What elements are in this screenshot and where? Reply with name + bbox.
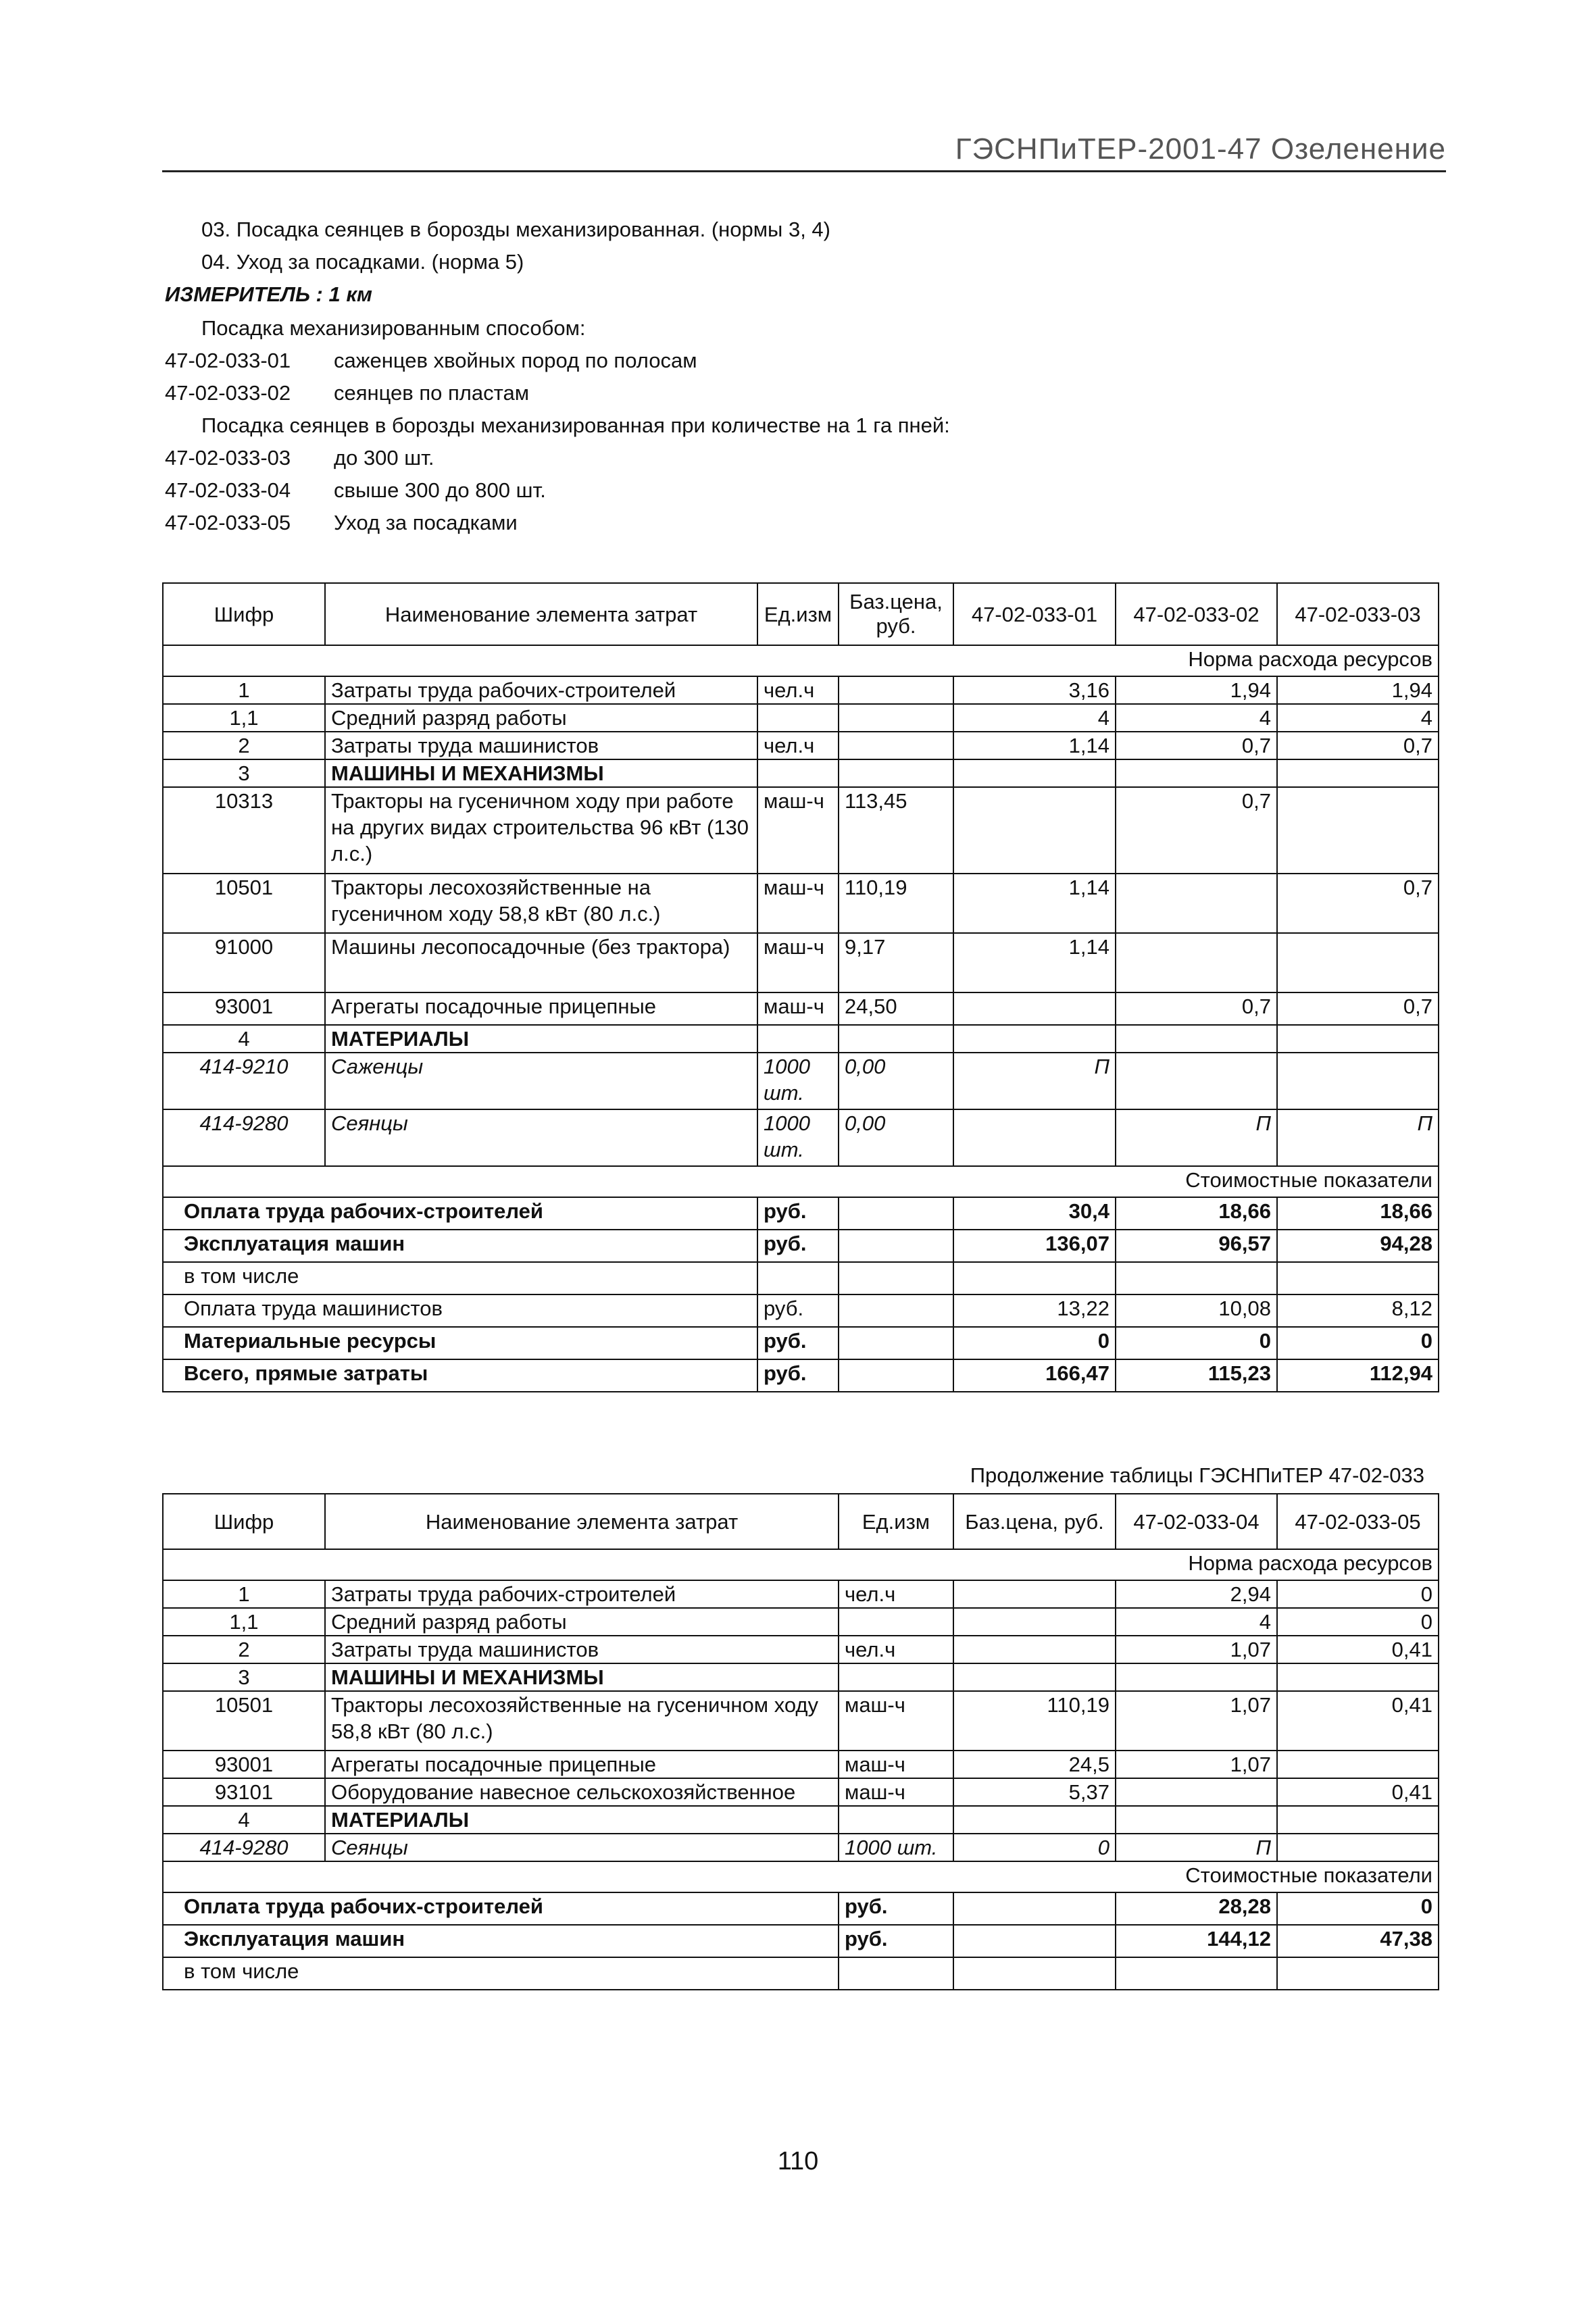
table-row <box>163 1751 1439 1778</box>
table-cell: 414-9280 <box>163 1109 325 1166</box>
table-cell: 0,7 <box>1116 732 1277 759</box>
cost-value: 96,57 <box>1116 1230 1277 1262</box>
norm-item <box>165 509 976 536</box>
table-cell: чел.ч <box>839 1580 953 1608</box>
table-cell <box>953 1636 1116 1663</box>
table-cell <box>1116 1053 1277 1109</box>
table-body <box>163 1580 1439 1861</box>
running-header <box>162 131 1446 172</box>
table-row <box>163 1636 1439 1663</box>
table-cell: 10501 <box>163 874 325 933</box>
table-row <box>163 787 1439 874</box>
table-cell <box>839 1025 953 1053</box>
table-body <box>163 676 1439 1166</box>
table-cell: Тракторы лесохозяйственные на гусеничном ходу 58,8 кВт (80 л.с.) <box>325 1691 839 1751</box>
table-cell <box>953 1608 1116 1636</box>
table-cell: 10313 <box>163 787 325 874</box>
table-cell: 1 <box>163 1580 325 1608</box>
norm-desc: саженцев хвойных пород по полосам <box>334 349 697 372</box>
table-cell <box>953 1580 1116 1608</box>
table-cell: Затраты труда машинистов <box>325 1636 839 1663</box>
cost-value: 136,07 <box>953 1230 1116 1262</box>
cost-value: 0 <box>1116 1327 1277 1359</box>
table-cell: 0,7 <box>1277 992 1439 1025</box>
table-cell <box>1116 933 1277 992</box>
table-cell: 93101 <box>163 1778 325 1806</box>
cost-unit <box>839 1957 953 1990</box>
cost-row <box>163 1294 1439 1327</box>
continuation-caption: Продолжение таблицы ГЭСНПиТЕР 47-02-033 <box>970 1463 1424 1487</box>
table-cell: 3 <box>163 759 325 787</box>
table-cell: маш-ч <box>757 992 839 1025</box>
cost-value: 10,08 <box>1116 1294 1277 1327</box>
cost-name: Материальные ресурсы <box>163 1327 757 1359</box>
cost-gap <box>953 1892 1116 1925</box>
cost-name: Эксплуатация машин <box>163 1230 757 1262</box>
table-cell: 10501 <box>163 1691 325 1751</box>
cost-name: Эксплуатация машин <box>163 1925 839 1957</box>
norm-code: 47-02-033-05 <box>165 511 291 534</box>
table-cell: Сеянцы <box>325 1834 839 1861</box>
table-row <box>163 1580 1439 1608</box>
table-cell: 0 <box>1277 1580 1439 1608</box>
table-cell: 2 <box>163 1636 325 1663</box>
table-cell: 0,7 <box>1116 992 1277 1025</box>
cost-row <box>163 1925 1439 1957</box>
table-cell: 0 <box>1277 1608 1439 1636</box>
cost-row <box>163 1230 1439 1262</box>
table-cell: 4 <box>1116 1608 1277 1636</box>
table-cell: 1,14 <box>953 732 1116 759</box>
table-cell: Затраты труда рабочих-строителей <box>325 1580 839 1608</box>
cost-gap <box>839 1197 953 1230</box>
table-cell: МАТЕРИАЛЫ <box>325 1025 757 1053</box>
table-cell <box>839 1608 953 1636</box>
col-header: Наименование элемента затрат <box>325 1494 839 1549</box>
table-cell <box>757 759 839 787</box>
cost-value: 28,28 <box>1116 1892 1277 1925</box>
table-cell <box>757 1025 839 1053</box>
table-cell <box>1277 1025 1439 1053</box>
norm-code: 47-02-033-03 <box>165 446 291 470</box>
table-cell: маш-ч <box>839 1691 953 1751</box>
cost-value: 166,47 <box>953 1359 1116 1392</box>
cost-value: 13,22 <box>953 1294 1116 1327</box>
table-cell: Средний разряд работы <box>325 704 757 732</box>
table-cell: Оборудование навесное сельскохозяйственное <box>325 1778 839 1806</box>
table-cell <box>1116 1663 1277 1691</box>
table-cell: Машины лесопосадочные (без трактора) <box>325 933 757 992</box>
cost-name: Оплата труда машинистов <box>163 1294 757 1327</box>
cost-name: Оплата труда рабочих-строителей <box>163 1197 757 1230</box>
table-cell: 5,37 <box>953 1778 1116 1806</box>
cost-gap <box>953 1957 1116 1990</box>
col-header: Баз.цена, руб. <box>839 583 953 645</box>
table-cell: 1000 шт. <box>839 1834 953 1861</box>
table-cell <box>1116 759 1277 787</box>
table-cell: 24,5 <box>953 1751 1116 1778</box>
cost-unit: руб. <box>757 1327 839 1359</box>
cost-value: 0 <box>953 1327 1116 1359</box>
table-row <box>163 1025 1439 1053</box>
col-header: 47-02-033-01 <box>953 583 1116 645</box>
table-row <box>163 676 1439 704</box>
table-cell: 0,41 <box>1277 1636 1439 1663</box>
cost-unit: руб. <box>757 1230 839 1262</box>
table-cell <box>1116 874 1277 933</box>
cost-gap <box>953 1925 1116 1957</box>
table-cell <box>953 1109 1116 1166</box>
table-cell: 1,07 <box>1116 1751 1277 1778</box>
table-cell: 1,07 <box>1116 1636 1277 1663</box>
cost-value: 144,12 <box>1116 1925 1277 1957</box>
table-cell <box>1116 1025 1277 1053</box>
table-row <box>163 933 1439 992</box>
table-cell: 9,17 <box>839 933 953 992</box>
col-header: Ед.изм <box>757 583 839 645</box>
table-cell: 1,1 <box>163 704 325 732</box>
table-cell: П <box>1116 1109 1277 1166</box>
cost-gap <box>839 1359 953 1392</box>
cost-value <box>1116 1957 1277 1990</box>
norm-item <box>165 380 976 407</box>
table-cell: 4 <box>163 1025 325 1053</box>
table-cell: Средний разряд работы <box>325 1608 839 1636</box>
table-cell <box>1277 787 1439 874</box>
cost-value: 30,4 <box>953 1197 1116 1230</box>
intro-line-1: 03. Посадка сеянцев в борозды механизированная. (нормы 3, 4) <box>201 218 830 241</box>
norm-desc: Уход за посадками <box>334 511 518 534</box>
table-cell <box>953 1663 1116 1691</box>
table-cell: чел.ч <box>757 676 839 704</box>
table-cell: 1000 шт. <box>757 1053 839 1109</box>
table-cell: 24,50 <box>839 992 953 1025</box>
table-cell: маш-ч <box>757 874 839 933</box>
table-cell: 2 <box>163 732 325 759</box>
table-row <box>163 874 1439 933</box>
intro-line-2: 04. Уход за посадками. (норма 5) <box>201 250 524 274</box>
cost-row <box>163 1197 1439 1230</box>
table-row <box>163 732 1439 759</box>
table-cell <box>839 1806 953 1834</box>
table-cell: 1,14 <box>953 874 1116 933</box>
table-cell: маш-ч <box>839 1778 953 1806</box>
table-cell: П <box>1116 1834 1277 1861</box>
cost-row <box>163 1957 1439 1990</box>
table-cell: 2,94 <box>1116 1580 1277 1608</box>
table-cell: 0,7 <box>1116 787 1277 874</box>
table-cell: МАТЕРИАЛЫ <box>325 1806 839 1834</box>
table-cell: П <box>1277 1109 1439 1166</box>
col-header: Ед.изм <box>839 1494 953 1549</box>
table-cell: маш-ч <box>839 1751 953 1778</box>
table-cell: 4 <box>1116 704 1277 732</box>
norm-item <box>165 445 976 472</box>
table-row <box>163 1834 1439 1861</box>
cost-name: Оплата труда рабочих-строителей <box>163 1892 839 1925</box>
norm-label: Норма расхода ресурсов <box>163 645 1439 676</box>
table-cell: Агрегаты посадочные прицепные <box>325 1751 839 1778</box>
norm-code: 47-02-033-01 <box>165 349 291 372</box>
cost-body <box>163 1197 1439 1392</box>
table-cell <box>953 1806 1116 1834</box>
table-cell: чел.ч <box>757 732 839 759</box>
table-cell: 414-9210 <box>163 1053 325 1109</box>
resource-table-1 <box>162 582 1439 1392</box>
table-cell: Затраты труда машинистов <box>325 732 757 759</box>
cost-gap <box>839 1294 953 1327</box>
table-cell <box>1277 1834 1439 1861</box>
table-cell <box>1277 1663 1439 1691</box>
table-cell: 1,07 <box>1116 1691 1277 1751</box>
table-row <box>163 992 1439 1025</box>
cost-name: Всего, прямые затраты <box>163 1359 757 1392</box>
table-cell: 0,7 <box>1277 874 1439 933</box>
cost-unit: руб. <box>757 1294 839 1327</box>
table-cell: 0,41 <box>1277 1778 1439 1806</box>
table-cell: 3 <box>163 1663 325 1691</box>
cost-value: 8,12 <box>1277 1294 1439 1327</box>
table-row <box>163 1109 1439 1166</box>
table-cell <box>839 759 953 787</box>
cost-unit: руб. <box>839 1925 953 1957</box>
measure-unit: ИЗМЕРИТЕЛЬ : 1 км <box>165 282 372 306</box>
table-cell: 91000 <box>163 933 325 992</box>
table-cell: 3,16 <box>953 676 1116 704</box>
table-cell: 0,7 <box>1277 732 1439 759</box>
table-cell <box>1277 1751 1439 1778</box>
table-cell: 1,1 <box>163 1608 325 1636</box>
table-cell: 113,45 <box>839 787 953 874</box>
col-header: 47-02-033-02 <box>1116 583 1277 645</box>
table-header-row <box>163 1494 1439 1549</box>
table-cell: 1 <box>163 676 325 704</box>
cost-value: 18,66 <box>1116 1197 1277 1230</box>
norm-label: Норма расхода ресурсов <box>163 1549 1439 1580</box>
table-cell: 1,94 <box>1277 676 1439 704</box>
norm-desc: свыше 300 до 800 шт. <box>334 478 546 502</box>
table-cell <box>953 992 1116 1025</box>
table-cell: МАШИНЫ И МЕХАНИЗМЫ <box>325 759 757 787</box>
table-cell <box>839 1663 953 1691</box>
table-cell <box>1116 1778 1277 1806</box>
col-header: 47-02-033-04 <box>1116 1494 1277 1549</box>
table-cell: Тракторы лесохозяйственные на гусеничном ходу 58,8 кВт (80 л.с.) <box>325 874 757 933</box>
table-cell: 110,19 <box>839 874 953 933</box>
table-cell: 1,14 <box>953 933 1116 992</box>
cost-gap <box>839 1230 953 1262</box>
table-row <box>163 704 1439 732</box>
table-cell <box>839 704 953 732</box>
cost-row <box>163 1892 1439 1925</box>
cost-row <box>163 1327 1439 1359</box>
table-cell: маш-ч <box>757 787 839 874</box>
table-cell: 4 <box>953 704 1116 732</box>
resource-table-2 <box>162 1493 1439 1990</box>
norm-desc: сеянцев по пластам <box>334 381 530 405</box>
table-cell: Сеянцы <box>325 1109 757 1166</box>
header-title: ГЭСНПиТЕР-2001-47 Озеленение <box>955 132 1446 166</box>
table-cell: 110,19 <box>953 1691 1116 1751</box>
cost-unit: руб. <box>757 1359 839 1392</box>
table-cell: Тракторы на гусеничном ходу при работе на других видах строительства 96 кВт (130 л.с.) <box>325 787 757 874</box>
cost-value <box>1116 1262 1277 1294</box>
cost-name: в том числе <box>163 1957 839 1990</box>
col-header: Шифр <box>163 1494 325 1549</box>
table-cell <box>1277 933 1439 992</box>
table-cell: маш-ч <box>757 933 839 992</box>
cost-value <box>1277 1262 1439 1294</box>
table-cell: 93001 <box>163 992 325 1025</box>
cost-value <box>1277 1957 1439 1990</box>
table-cell: П <box>953 1053 1116 1109</box>
col-header: 47-02-033-03 <box>1277 583 1439 645</box>
table-cell: 93001 <box>163 1751 325 1778</box>
cost-body <box>163 1892 1439 1990</box>
cost-label: Стоимостные показатели <box>163 1861 1439 1892</box>
cost-unit: руб. <box>757 1197 839 1230</box>
table-cell <box>1116 1806 1277 1834</box>
table-cell: 414-9280 <box>163 1834 325 1861</box>
norm-item <box>165 477 976 504</box>
table-row <box>163 1053 1439 1109</box>
cost-unit <box>757 1262 839 1294</box>
cost-value: 94,28 <box>1277 1230 1439 1262</box>
table-cell: Агрегаты посадочные прицепные <box>325 992 757 1025</box>
cost-value: 115,23 <box>1116 1359 1277 1392</box>
col-header: Наименование элемента затрат <box>325 583 757 645</box>
table-row <box>163 1806 1439 1834</box>
table-cell <box>953 759 1116 787</box>
table-cell: Затраты труда рабочих-строителей <box>325 676 757 704</box>
cost-gap <box>839 1262 953 1294</box>
norm-code: 47-02-033-02 <box>165 381 291 405</box>
table-cell: Саженцы <box>325 1053 757 1109</box>
cost-unit: руб. <box>839 1892 953 1925</box>
cost-value: 47,38 <box>1277 1925 1439 1957</box>
cost-label: Стоимостные показатели <box>163 1166 1439 1197</box>
table-cell: 1,94 <box>1116 676 1277 704</box>
col-header: Шифр <box>163 583 325 645</box>
table-cell: 0 <box>953 1834 1116 1861</box>
table-cell <box>953 1025 1116 1053</box>
col-header: Баз.цена, руб. <box>953 1494 1116 1549</box>
table-cell <box>839 676 953 704</box>
table-cell: 0,00 <box>839 1109 953 1166</box>
cost-value <box>953 1262 1116 1294</box>
table-cell: МАШИНЫ И МЕХАНИЗМЫ <box>325 1663 839 1691</box>
table-row <box>163 759 1439 787</box>
table-cell: 4 <box>163 1806 325 1834</box>
table-cell: 1000 шт. <box>757 1109 839 1166</box>
table-cell: чел.ч <box>839 1636 953 1663</box>
table-cell <box>757 704 839 732</box>
cost-value: 18,66 <box>1277 1197 1439 1230</box>
norm-desc: до 300 шт. <box>334 446 434 470</box>
table-cell <box>1277 759 1439 787</box>
norm-item <box>165 347 976 374</box>
table-cell <box>1277 1053 1439 1109</box>
cost-row <box>163 1262 1439 1294</box>
cost-gap <box>839 1327 953 1359</box>
table-row <box>163 1691 1439 1751</box>
cost-value: 0 <box>1277 1327 1439 1359</box>
cost-row <box>163 1359 1439 1392</box>
table-row <box>163 1608 1439 1636</box>
table-cell: 4 <box>1277 704 1439 732</box>
norm-code: 47-02-033-04 <box>165 478 291 502</box>
page-number: 110 <box>777 2147 819 2175</box>
table-cell <box>953 787 1116 874</box>
table-cell <box>839 732 953 759</box>
sub-heading: Посадка сеянцев в борозды механизированная при количестве на 1 га пней: <box>201 413 950 437</box>
cost-value: 112,94 <box>1277 1359 1439 1392</box>
method-heading: Посадка механизированным способом: <box>201 316 586 340</box>
table-row <box>163 1778 1439 1806</box>
cost-value: 0 <box>1277 1892 1439 1925</box>
table-cell: 0,00 <box>839 1053 953 1109</box>
table-header-row <box>163 583 1439 645</box>
table-row <box>163 1663 1439 1691</box>
table-cell: 0,41 <box>1277 1691 1439 1751</box>
table-cell <box>1277 1806 1439 1834</box>
col-header: 47-02-033-05 <box>1277 1494 1439 1549</box>
cost-name: в том числе <box>163 1262 757 1294</box>
